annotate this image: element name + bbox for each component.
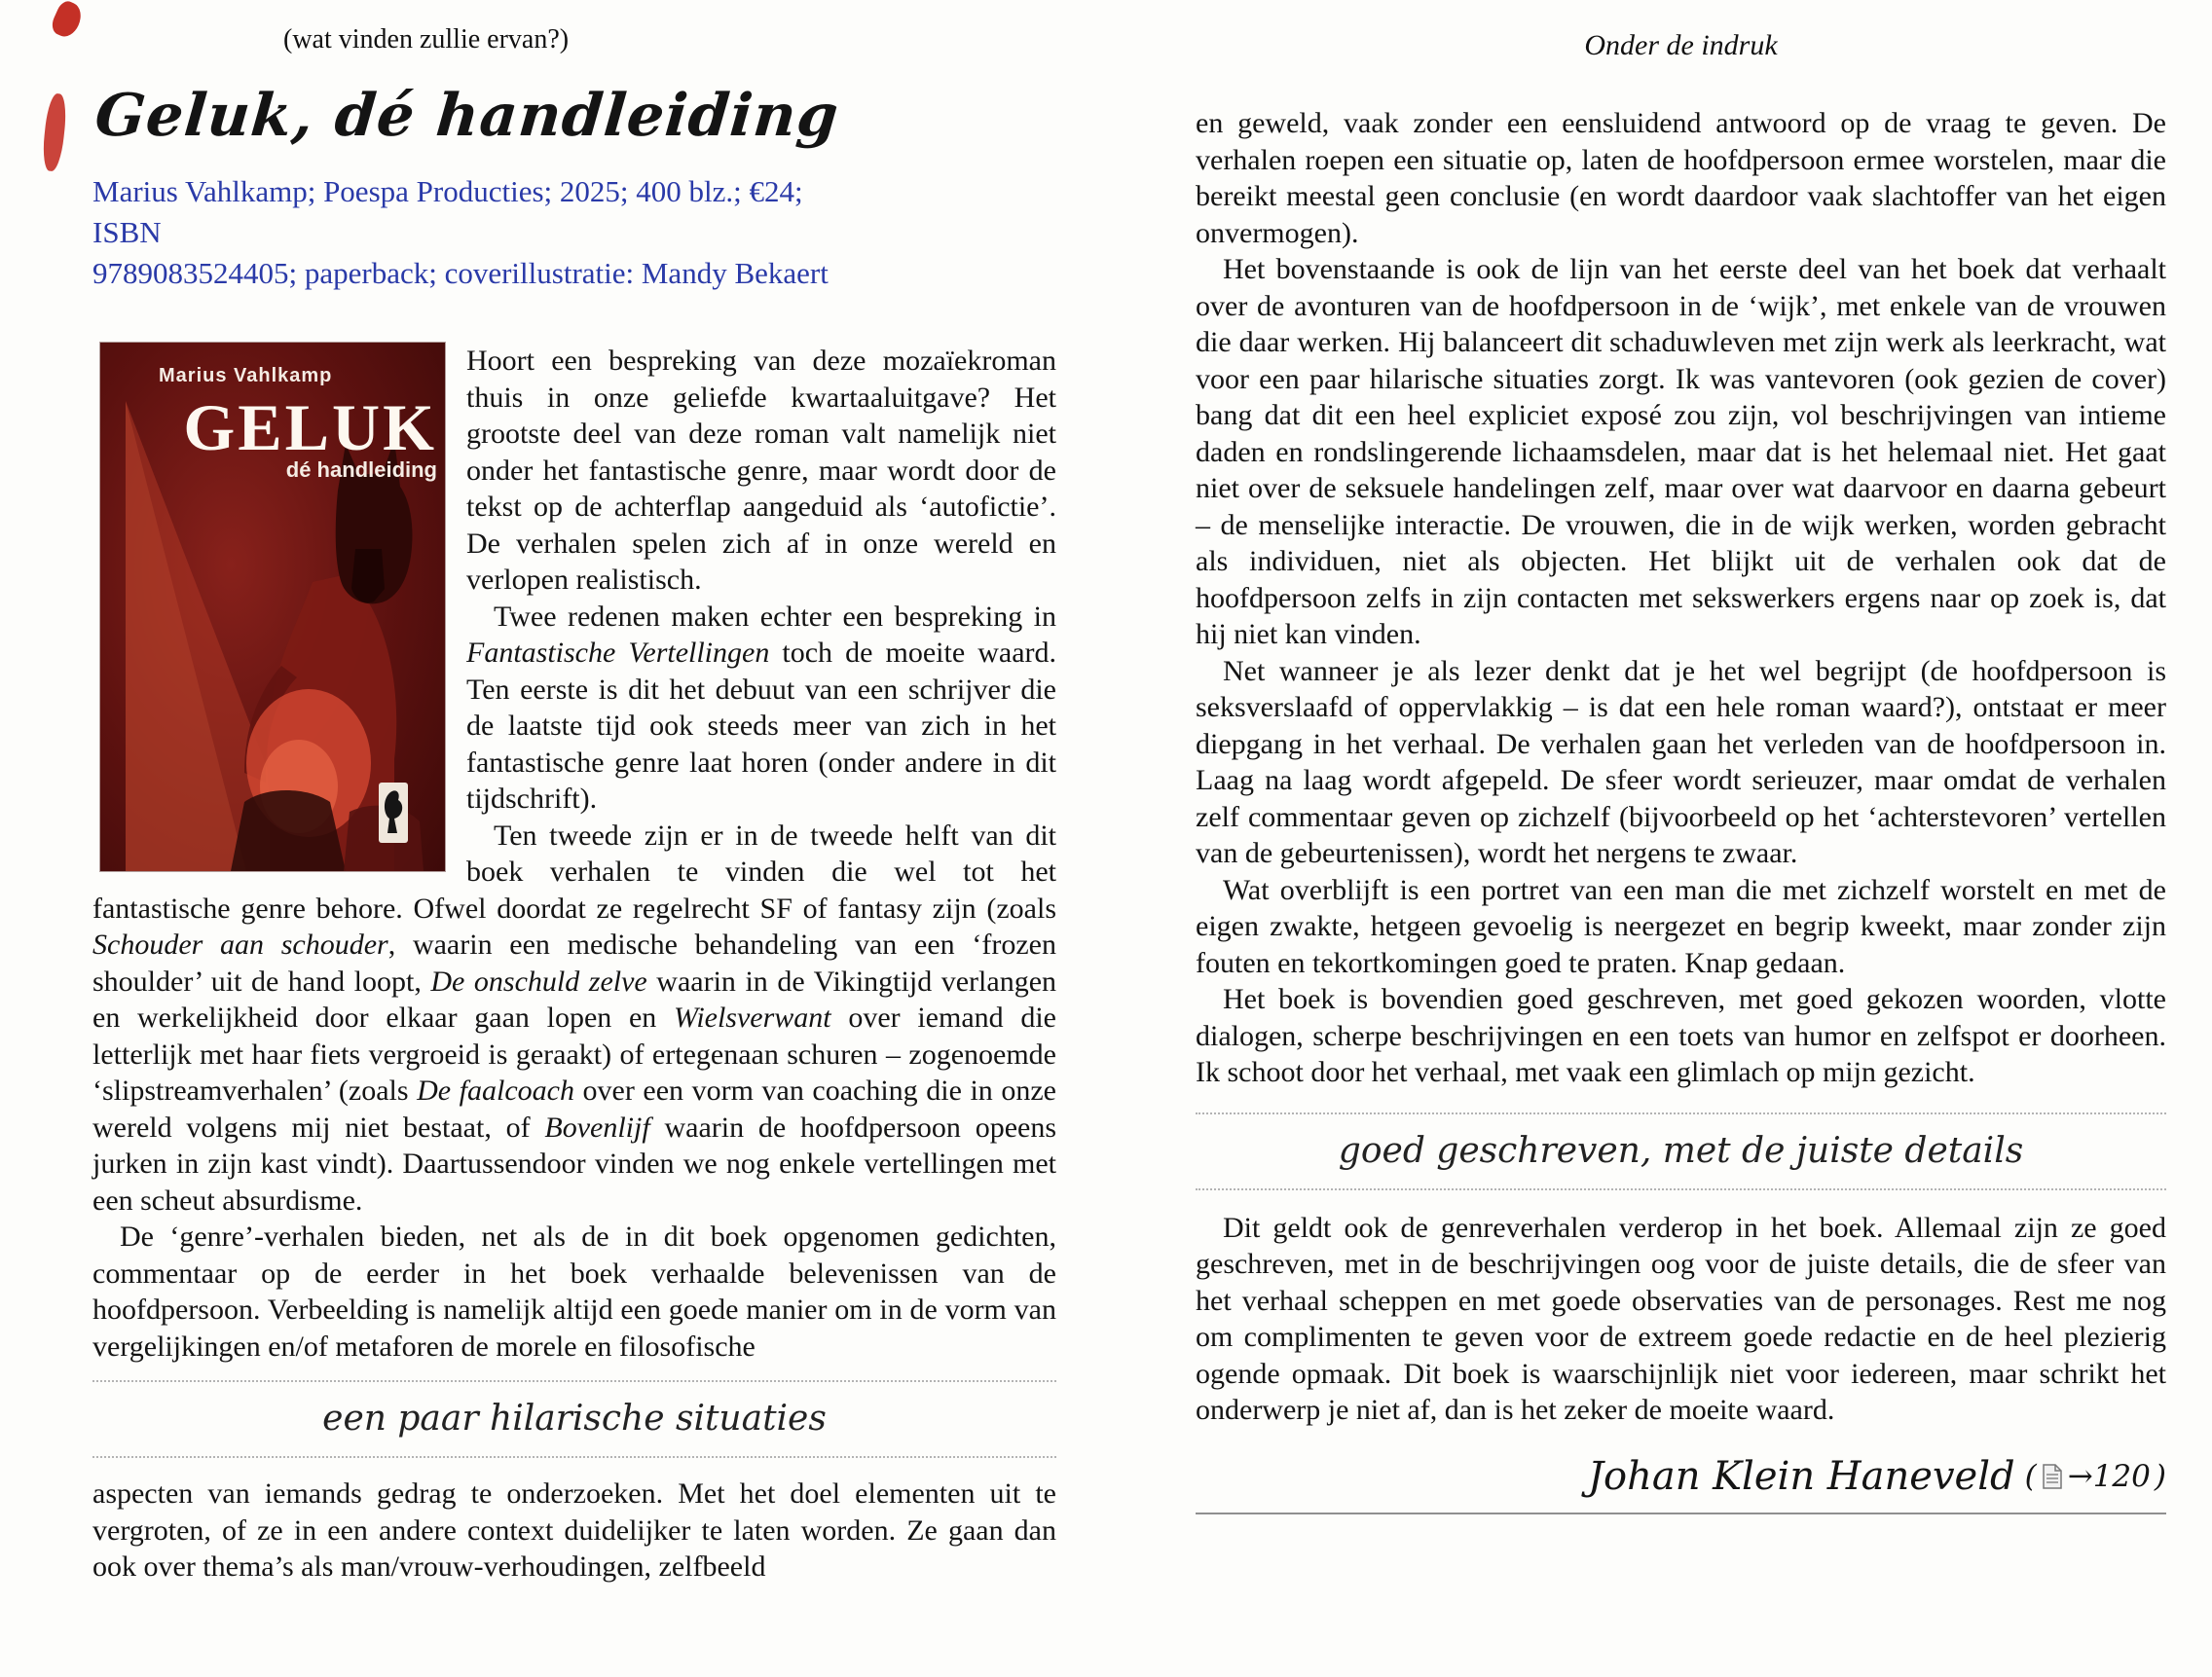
- reviewer-name: Johan Klein Haneveld: [1587, 1453, 2015, 1499]
- publisher-logo: [379, 783, 408, 843]
- right-paragraphs: [1196, 105, 2166, 1091]
- paragraph: De ‘genre’-verhalen bieden, net als de in dit boek opgenomen gedichten, commentaar op de eerder in het boek verhaalde belevenissen van de hoofdpersoon. Verbeelding is namelijk altijd een goede manier om in de vorm van vergelijkingen en/of metaforen de morele en filosofische: [92, 1221, 1056, 1363]
- right-running-head: Onder de indruk: [1584, 29, 1778, 61]
- bibliography-line: Marius Vahlkamp; Poespa Producties; 2025; 400 blz.; €24; ISBN: [92, 174, 803, 249]
- cover-figure-muzzle: [351, 549, 385, 602]
- paragraph: Ten tweede zijn er in de tweede helft van dit boek verhalen te vinden die wel tot het fantastische genre behore. Ofwel doordat ze regelrecht SF of fantasy zijn (zoals Schouder aan schouder, waarin een medische behandeling van een ‘frozen shoulder’ uit de hand loopt, De onschuld zelve waarin in de Vikingtijd verlangen en werkelijkheid door elkaar gaan lopen en Wielsverwant over iemand die letterlijk met haar fiets vergroeid is geraakt) of ertegenaan schuren – zogenoemde ‘slipstreamverhalen’ (zoals De faalcoach over een vorm van coaching die in onze wereld volgens mij niet bestaat, of Bovenlijf waarin de hoofdpersoon opeens jurken in zijn kast vindt). Daartussendoor vinden we nog enkele vertellingen met een scheut absurdisme.: [92, 819, 1057, 1217]
- paragraph: Wat overblijft is een portret van een man die met zichzelf worstelt en met de eigen zwakte, hetgeen gevoelig is neergezet en begrip kweekt, maar zonder zijn fouten en tekortkomingen goed te praten. Knap gedaan.: [1196, 873, 2166, 979]
- paragraph: en geweld, vaak zonder een eensluidend antwoord op de vraag te geven. De verhalen roepen een situatie op, laten de hoofdpersoon ermee worstelen, maar die bereikt meestal geen conclusie (en wordt daardoor vaak slachtoffer van het eigen onvermogen).: [1196, 107, 2166, 249]
- review-title: Geluk, dé handleiding: [92, 82, 842, 150]
- right-paragraphs-after-quote: [1196, 1210, 2166, 1429]
- reviewer-signature: [1196, 1454, 2166, 1499]
- paragraph: Net wanneer je als lezer denkt dat je het wel begrijpt (de hoofdpersoon is seksverslaafd of oppervlakkig – is dat een hele roman waard?), ontstaat er meer diepgang in het verhaal. De verhalen gaan het verleden van de hoofdpersoon in. Laag na laag wordt afgepeld. De sfeer wordt serieuzer, maar omdat de verhalen zelf commentaar geven op zichzelf (bijvoorbeeld op het ‘achterstevoren’ vertellen van de gebeurtenissen), wordt het nergens te zwaar.: [1196, 654, 2166, 869]
- cover-title: GELUK: [183, 390, 437, 464]
- right-pull-quote: goed geschreven, met de juiste details: [1196, 1112, 2166, 1190]
- bibliography-line: 9789083524405; paperback; coverillustratie: Mandy Bekaert: [92, 256, 829, 290]
- left-running-head: (wat vinden zullie ervan?): [283, 24, 570, 55]
- paragraph: Hoort een bespreking van deze mozaïekroman thuis in onze geliefde kwartaaluitgave? Het grootste deel van deze roman valt namelijk niet onder het fantastische genre, maar wordt door de tekst op de achterflap aangeduid als ‘autofictie’. De verhalen spelen zich af in onze wereld en verlopen realistisch.: [466, 345, 1056, 596]
- page-icon: [2043, 1464, 2062, 1489]
- page-number-arrow: →120: [2067, 1458, 2151, 1494]
- bibliography: [92, 171, 871, 294]
- cover-author: Marius Vahlkamp: [159, 365, 333, 386]
- paren-open: (: [2024, 1458, 2037, 1494]
- paren-close: ): [2154, 1458, 2166, 1494]
- paragraph: Twee redenen maken echter een bespreking in Fantastische Vertellingen toch de moeite waard. Ten eerste is dit het debuut van een schrijver die de laatste tijd ook steeds meer van zich in het fantastische genre laat horen (onder andere in dit tijdschrift).: [466, 600, 1056, 815]
- paragraph: aspecten van iemands gedrag te onderzoeken. Met het doel elementen uit te vergroten, of ze in een andere context duidelijker te laten worden. Ze gaan dan ook over thema’s als man/vrouw-verhoudingen, zelfbeeld: [92, 1477, 1056, 1583]
- paragraph: Dit geldt ook de genreverhalen verderop in het boek. Allemaal zijn ze goed geschreven, met in de beschrijvingen oog voor de juiste details, die de sfeer van het verhaal scheppen en met goede observaties van de personages. Rest me nog om complimenten te geven voor de extreem goede redactie en de heel plezierig ogende opmaak. Dit boek is waarschijnlijk niet voor iedereen, maar schrikt het onderwerp je niet af, dan is het zeker de moeite waard.: [1196, 1211, 2166, 1426]
- page-reference: [2025, 1454, 2166, 1499]
- left-pull-quote: een paar hilarische situaties: [92, 1380, 1056, 1458]
- left-page: [92, 0, 1056, 1586]
- left-paragraphs-after-quote: [92, 1476, 1056, 1586]
- scan-artifact: [41, 92, 68, 172]
- right-page: [1196, 0, 2166, 1514]
- paragraph: Het bovenstaande is ook de lijn van het eerste deel van het boek dat verhaalt over de avonturen van de hoofdpersoon in de ‘wijk’, met enkele van de vrouwen die daar werken. Hij balanceert dit schaduwleven met zijn werk als leerkracht, wat voor een paar hilarische situaties zorgt. Ik was vantevoren (ook gezien de cover) bang dat dit een heel expliciet exposé zou zijn, vol beschrijvingen van intieme daden en rondslingerende lichaamsdelen, maar dat is het helemaal niet. Het gaat niet over de seksuele handelingen zelf, maar over wat daarvoor en daarna gebeurt – de menselijke interactie. De vrouwen, die in de wijk werken, worden gebracht als individuen, niet als objecten. Het blijkt uit de verhalen ook dat de hoofdpersoon zelfs in zijn contacten met sekswerkers ergens naar op zoek is, dat hij niet kan vinden.: [1196, 253, 2166, 650]
- cover-figure-leg: [231, 790, 346, 871]
- cover-subtitle: dé handleiding: [285, 457, 437, 482]
- left-body: [92, 343, 1056, 1365]
- end-of-article-rule: [1196, 1513, 2166, 1514]
- book-cover-image: [100, 343, 445, 871]
- paragraph: Het boek is bovendien goed geschreven, met goed gekozen woorden, vlotte dialogen, scherpe beschrijvingen en een toets van humor en zelfspot er doorheen. Ik schoot door het verhaal, met vaak een glimlach op mijn gezicht.: [1196, 983, 2166, 1088]
- scan-artifact: [49, 0, 86, 41]
